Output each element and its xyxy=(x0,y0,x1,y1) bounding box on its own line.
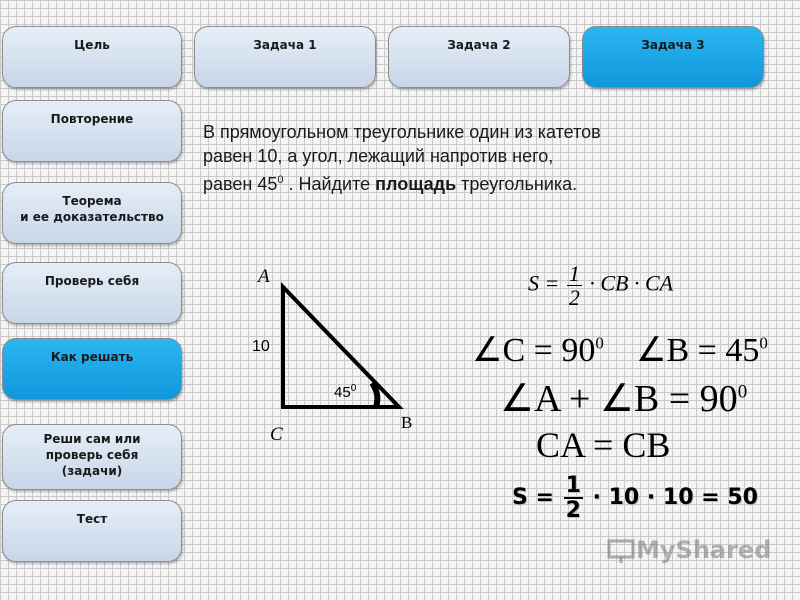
angle-value: 45 xyxy=(334,384,351,401)
angle-c-equation xyxy=(472,330,604,370)
side-length-label: 10 xyxy=(252,338,270,355)
problem-degree-sup: 0 xyxy=(277,174,284,186)
side-check-label: Проверь себя xyxy=(44,274,140,288)
final-lhs: S = xyxy=(512,485,554,511)
angle-sum-sup: 0 xyxy=(737,381,748,403)
area-formula-lhs: S = xyxy=(528,270,560,296)
nav-task1-label: Задача 1 xyxy=(253,38,317,52)
side-test-label: Тест xyxy=(76,512,108,526)
problem-line-1: В прямоугольном треугольнике один из катетов xyxy=(203,122,601,142)
nav-task3-label: Задача 3 xyxy=(641,38,705,52)
nav-goal-label: Цель xyxy=(74,38,110,52)
side-theorem-label: Теорема и ее доказательство xyxy=(20,194,164,224)
angle-value-label xyxy=(334,383,356,401)
problem-line-2: равен 10, а угол, лежащий напротив него, xyxy=(203,146,554,166)
angle-b-arc xyxy=(372,383,377,407)
vertex-c-label: C xyxy=(270,424,283,445)
final-area-equation xyxy=(512,474,758,522)
angle-degree-sup: 0 xyxy=(350,383,357,394)
problem-line-3-b: . Найдите xyxy=(283,174,376,194)
nav-task2-label: Задача 2 xyxy=(447,38,511,52)
final-half-denominator: 2 xyxy=(565,498,581,524)
sides-equal-equation xyxy=(536,424,670,466)
side-solve-label: Реши сам или проверь себя (задачи) xyxy=(43,432,141,478)
problem-keyword-area: площадь xyxy=(375,174,457,194)
half-fraction xyxy=(567,262,582,309)
angle-b-sup: 0 xyxy=(759,333,768,353)
angle-b-text: ∠B = 45 xyxy=(636,332,760,369)
angle-b-equation xyxy=(636,330,768,370)
problem-line-3-c: треугольника. xyxy=(456,174,578,194)
angle-c-sup: 0 xyxy=(595,333,604,353)
final-rhs: · 10 · 10 = 50 xyxy=(592,485,758,511)
problem-line-3-a: равен 45 xyxy=(203,174,278,194)
watermark xyxy=(606,536,771,565)
angle-sum-equation xyxy=(500,376,747,421)
watermark-text: MyShared xyxy=(636,536,772,564)
final-half-numerator: 1 xyxy=(565,473,581,498)
vertex-b-label: B xyxy=(401,413,413,432)
angle-sum-text: ∠A + ∠B = 90 xyxy=(500,378,738,420)
side-how-label: Как решать xyxy=(50,350,134,364)
area-formula xyxy=(528,262,673,309)
sides-equal-text: CA = CB xyxy=(536,425,671,465)
half-denominator: 2 xyxy=(568,285,580,311)
area-formula-rhs: · CB · CA xyxy=(589,270,674,296)
side-review-label: Повторение xyxy=(50,112,134,126)
half-numerator: 1 xyxy=(568,261,580,286)
angle-c-text: ∠C = 90 xyxy=(472,332,596,369)
final-half-fraction xyxy=(564,474,583,522)
presentation-icon xyxy=(606,537,636,565)
vertex-a-label: A xyxy=(258,266,270,287)
